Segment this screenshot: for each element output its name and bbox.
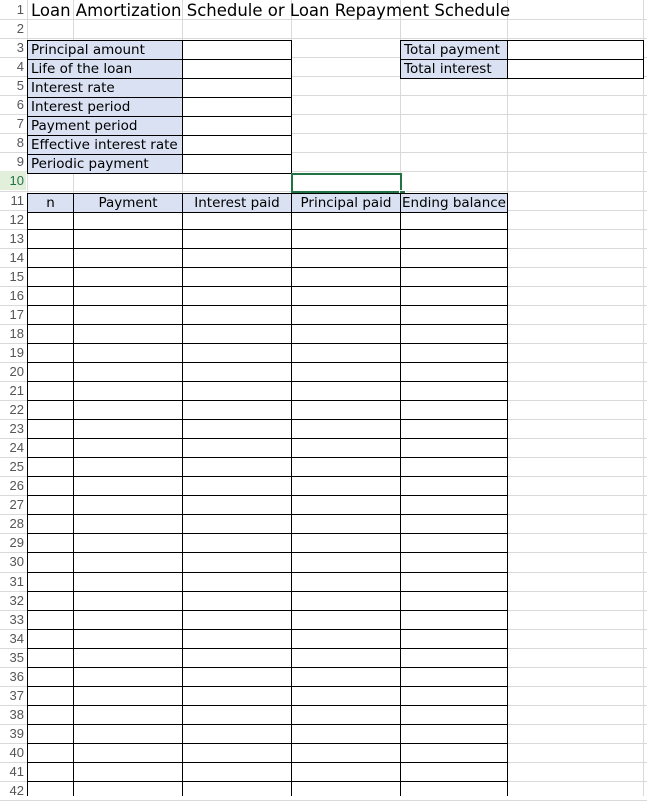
label-periodic-payment[interactable]: Periodic payment — [27, 154, 183, 174]
label-life-of-loan[interactable]: Life of the loan — [27, 59, 183, 79]
input-payment-period[interactable] — [182, 116, 292, 136]
gridline — [0, 38, 647, 39]
table-row — [27, 362, 508, 363]
row-number[interactable]: 31 — [9, 574, 24, 589]
row-number[interactable]: 42 — [9, 783, 24, 798]
table-row — [27, 400, 508, 401]
table-row — [27, 552, 508, 553]
row-number[interactable]: 17 — [9, 307, 24, 322]
gridline — [643, 0, 644, 796]
input-interest-period[interactable] — [182, 97, 292, 117]
input-principal-amount[interactable] — [182, 40, 292, 60]
sheet-title[interactable]: Loan Amortization Schedule or Loan Repayment Schedule — [31, 1, 511, 20]
row-number[interactable]: 11 — [10, 193, 24, 208]
header-principal-paid[interactable]: Principal paid — [291, 193, 401, 213]
row-number[interactable]: 23 — [9, 421, 24, 436]
input-life-of-loan[interactable] — [182, 59, 292, 79]
table-row — [27, 324, 508, 325]
row-number[interactable]: 15 — [9, 269, 24, 284]
input-total-interest[interactable] — [507, 59, 644, 79]
row-number[interactable]: 22 — [9, 402, 24, 417]
label-principal-amount[interactable]: Principal amount — [27, 40, 183, 60]
row-number[interactable]: 21 — [9, 383, 24, 398]
row-number[interactable]: 34 — [9, 631, 24, 646]
input-effective-interest-rate[interactable] — [182, 135, 292, 155]
input-periodic-payment[interactable] — [182, 154, 292, 174]
row-number[interactable]: 41 — [9, 764, 24, 779]
row-number[interactable]: 38 — [9, 707, 24, 722]
table-row — [27, 248, 508, 249]
table-row — [27, 591, 508, 592]
row-number[interactable]: 5 — [16, 78, 24, 93]
table-row — [27, 343, 508, 344]
row-number[interactable]: 33 — [9, 612, 24, 627]
row-number[interactable]: 36 — [9, 669, 24, 684]
header-ending-balance[interactable]: Ending balance — [400, 193, 508, 213]
table-row — [27, 705, 508, 706]
table-row — [27, 267, 508, 268]
header-interest-paid[interactable]: Interest paid — [182, 193, 292, 213]
row-number[interactable]: 1 — [16, 2, 24, 17]
table-row — [27, 495, 508, 496]
table-row — [27, 629, 508, 630]
row-number[interactable]: 8 — [16, 135, 24, 150]
table-row — [27, 781, 508, 782]
row-number[interactable]: 14 — [9, 250, 24, 265]
input-total-payment[interactable] — [507, 40, 644, 60]
row-number[interactable]: 2 — [16, 21, 24, 36]
table-row — [27, 762, 508, 763]
label-interest-rate[interactable]: Interest rate — [27, 78, 183, 98]
row-number[interactable]: 30 — [9, 554, 24, 569]
table-row — [27, 686, 508, 687]
header-payment[interactable]: Payment — [73, 193, 183, 213]
table-row — [27, 286, 508, 287]
input-interest-rate[interactable] — [182, 78, 292, 98]
table-border — [507, 212, 508, 796]
row-number[interactable]: 20 — [9, 364, 24, 379]
row-number[interactable]: 25 — [9, 459, 24, 474]
label-effective-interest-rate[interactable]: Effective interest rate — [27, 135, 183, 155]
row-number[interactable]: 16 — [9, 288, 24, 303]
active-cell-selection[interactable] — [291, 173, 402, 193]
row-number[interactable]: 13 — [9, 231, 24, 246]
table-border — [27, 212, 28, 796]
table-row — [27, 514, 508, 515]
row-number[interactable]: 19 — [9, 345, 24, 360]
row-number[interactable]: 35 — [9, 650, 24, 665]
table-row — [27, 667, 508, 668]
table-border — [182, 212, 183, 796]
row-number[interactable]: 24 — [9, 440, 24, 455]
row-number[interactable]: 26 — [9, 478, 24, 493]
label-interest-period[interactable]: Interest period — [27, 97, 183, 117]
table-row — [27, 381, 508, 382]
table-row — [27, 438, 508, 439]
label-total-interest[interactable]: Total interest — [400, 59, 508, 79]
row-number[interactable]: 39 — [9, 726, 24, 741]
table-row — [27, 229, 508, 230]
row-number[interactable]: 28 — [9, 516, 24, 531]
table-row — [27, 419, 508, 420]
row-number[interactable]: 4 — [16, 59, 24, 74]
table-row — [27, 610, 508, 611]
row-number[interactable]: 37 — [9, 688, 24, 703]
table-border — [400, 212, 401, 796]
table-row — [27, 476, 508, 477]
row-number[interactable]: 12 — [9, 212, 24, 227]
row-number[interactable]: 10 — [0, 171, 26, 190]
table-row — [27, 457, 508, 458]
table-row — [27, 648, 508, 649]
row-number[interactable]: 27 — [9, 497, 24, 512]
table-row — [27, 724, 508, 725]
row-number[interactable]: 40 — [9, 745, 24, 760]
row-number[interactable]: 7 — [16, 116, 24, 131]
table-row — [27, 572, 508, 573]
row-number[interactable]: 32 — [9, 593, 24, 608]
row-number[interactable]: 29 — [9, 535, 24, 550]
row-number[interactable]: 18 — [9, 326, 24, 341]
row-number[interactable]: 3 — [16, 40, 24, 55]
table-row — [27, 533, 508, 534]
label-total-payment[interactable]: Total payment — [400, 40, 508, 60]
header-n[interactable]: n — [27, 193, 74, 213]
label-payment-period[interactable]: Payment period — [27, 116, 183, 136]
table-border — [73, 212, 74, 796]
row-number[interactable]: 9 — [16, 154, 24, 169]
table-row — [27, 305, 508, 306]
row-number[interactable]: 6 — [16, 97, 24, 112]
table-border — [291, 212, 292, 796]
table-row — [27, 743, 508, 744]
